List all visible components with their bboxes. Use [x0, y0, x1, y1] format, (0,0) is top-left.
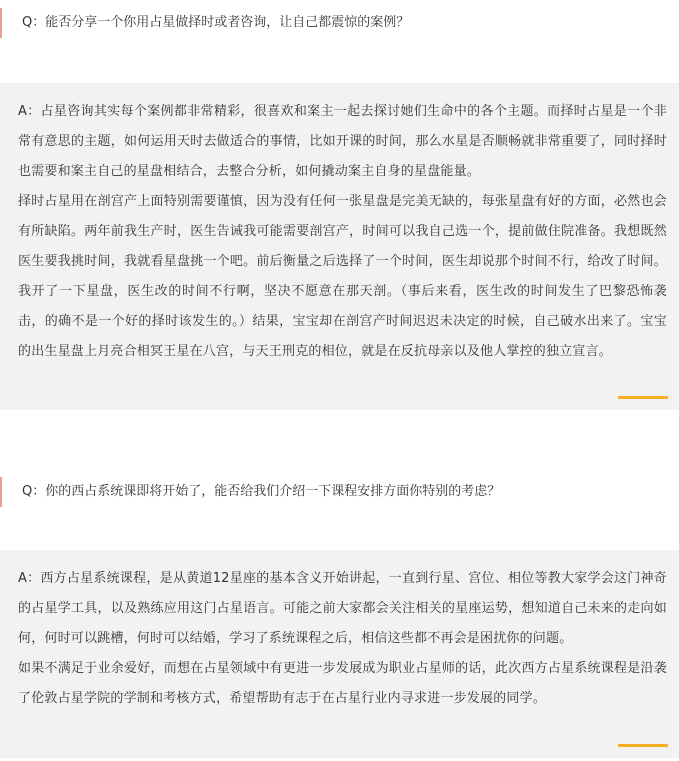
- answer-1-paragraph-1: A：占星咨询其实每个案例都非常精彩，很喜欢和案主一起去探讨她们生命中的各个主题。而择时占星是一个非常有意思的主题，如何运用天时去做适合的事情，比如开课的时间，那么水星是否顺畅就非常重要了，同时择时也需要和案主自己的星盘相结合，去整合分析，如何撬动案主自身的星盘能量。: [18, 104, 667, 179]
- answer-2-paragraph-1: A：西方占星系统课程，是从黄道12星座的基本含义开始讲起，一直到行星、宫位、相位等教大家学会这门神奇的占星学工具，以及熟练应用这门占星语言。可能之前大家都会关注相关的星座运势，想知道自己未来的走向如何，何时可以跳槽，何时可以结婚，学习了系统课程之后，相信这些都不再会是困扰你的问题。: [18, 571, 667, 646]
- question-1: Q：能否分享一个你用占星做择时或者咨询，让自己都震惊的案例？: [0, 8, 679, 38]
- accent-rule: [618, 744, 668, 747]
- answer-2-paragraph-2: 如果不满足于业余爱好，而想在占星领域中有更进一步发展成为职业占星师的话，此次西方占星系统课程是沿袭了伦敦占星学院的学制和考核方式，希望帮助有志于在占星行业内寻求进一步发展的同学。: [18, 661, 667, 706]
- accent-rule: [618, 396, 668, 399]
- answer-2: [0, 550, 679, 758]
- answer-1: [0, 83, 679, 410]
- answer-1-paragraph-2: 择时占星用在剖宫产上面特别需要谨慎，因为没有任何一张星盘是完美无缺的，每张星盘有好的方面，必然也会有所缺陷。两年前我生产时，医生告诫我可能需要剖宫产，时间可以我自己选一个，提前做住院准备。我想既然医生要我挑时间，我就看星盘挑一个吧。前后衡量之后选择了一个时间，医生却说那个时间不行，给改了时间。我开了一下星盘，医生改的时间不行啊，坚决不愿意在那天剖。（事后来看，医生改的时间发生了巴黎恐怖袭击，的确不是一个好的择时该发生的。）结果，宝宝却在剖宫产时间迟迟未决定的时候，自己破水出来了。宝宝的出生星盘上月亮合相冥王星在八宫，与天王刑克的相位，就是在反抗母亲以及他人掌控的独立宣言。: [18, 194, 667, 359]
- question-2: Q：你的西占系统课即将开始了，能否给我们介绍一下课程安排方面你特别的考虑？: [0, 477, 679, 507]
